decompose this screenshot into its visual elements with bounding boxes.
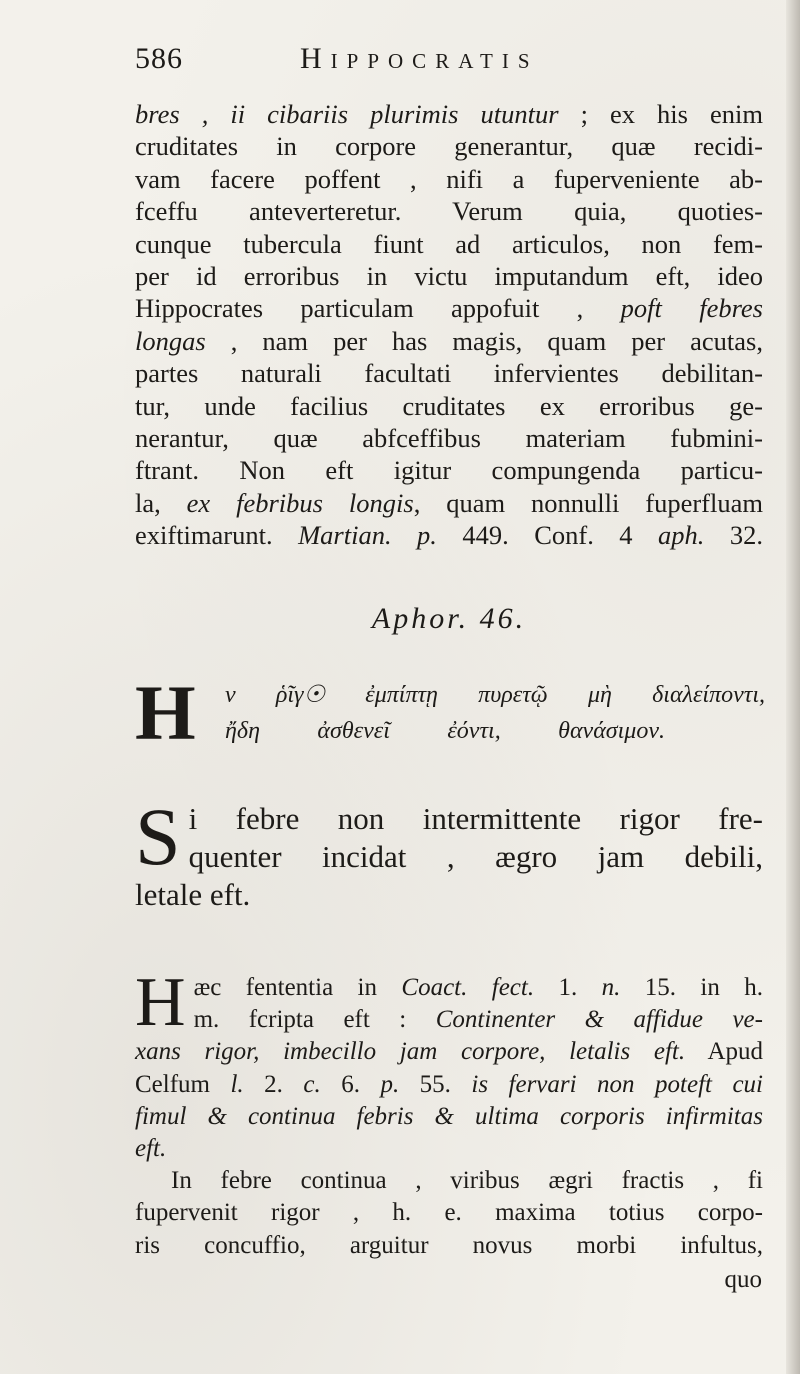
commentary-line: m. fcripta eft : Continenter & affidue ve- (193, 1006, 763, 1034)
commentary-line: xans rigor, imbecillo jam corpore, letalis eft. Apud (135, 1038, 763, 1066)
latin-line-2: quenter incidat , ægro jam debili, (188, 839, 763, 874)
text-line: ftrant. Non eft igitur compungenda particu- (135, 455, 763, 486)
latin-drop-initial: S (135, 791, 181, 882)
aphorism-heading: Aphor. 46. (371, 602, 527, 635)
text-line: vam facere poffent , nifi a fuperveniente ab- (135, 163, 763, 194)
greek-line-1: ν ῥῖγ☉ ἐμπίπτῃ πυρετῷ μὴ διαλείποντι, (225, 682, 765, 708)
latin-line-3: letale eft. (135, 877, 251, 912)
catchword: quo (724, 1266, 762, 1293)
greek-aphorism (135, 669, 765, 756)
commentary-line: æc fententia in Coact. fect. 1. n. 15. in h. (193, 974, 764, 1001)
text-line: per id erroribus in victu imputandum eft, ideo (135, 261, 763, 292)
text-line: longas , nam per has magis, quam per acutas, (135, 325, 763, 356)
latin-aphorism (135, 791, 763, 914)
text-line: tur, unde facilius cruditates ex erroribus ge- (135, 390, 763, 421)
greek-drop-initial: Η (135, 669, 196, 756)
page-header (135, 38, 765, 88)
page-number: 586 (135, 42, 183, 75)
commentary-drop-initial: H (135, 964, 186, 1041)
text-line: exiftimarunt. Martian. p. 449. Conf. 4 aph. 32. (135, 520, 763, 551)
text-line: bres , ii cibariis plurimis utuntur ; ex his enim (135, 99, 763, 129)
greek-line-2: ἤδη ἀσθενεῖ ἐόντι, θανάσιμον. (225, 718, 665, 744)
text-line: la, ex febribus longis, quam nonnulli fuperfluam (135, 487, 763, 518)
commentary-line: eft. (135, 1135, 167, 1163)
page-gutter-shadow (786, 0, 800, 1374)
text-line: fceffu anteverteretur. Verum quia, quoties- (135, 196, 763, 227)
text-line: cunque tubercula fiunt ad articulos, non fem- (135, 228, 763, 259)
latin-line-1: i febre non intermittente rigor fre- (188, 801, 763, 836)
commentary-line: fimul & continua febris & ultima corporis infirmitas (135, 1102, 763, 1130)
commentary-line: Celfum l. 2. c. 6. p. 55. is fervari non poteft cui (135, 1070, 763, 1098)
commentary-line: In febre continua , viribus ægri fractis , fi (171, 1167, 763, 1195)
text-line: partes naturali facultati infervientes debilitan- (135, 358, 763, 389)
text-line: Hippocrates particulam appofuit , poft febres (135, 293, 763, 324)
top-text-block (135, 98, 763, 552)
commentary-block (135, 964, 764, 1262)
commentary-line: fupervenit rigor , h. e. maxima totius corpo- (135, 1199, 763, 1227)
text-line: nerantur, quæ abfceffibus materiam fubmini- (135, 423, 763, 454)
commentary-line: ris concuffio, arguitur novus morbi infultus, (135, 1231, 763, 1259)
running-head: Hippocratis (300, 42, 539, 75)
text-line: cruditates in corpore generantur, quæ recidi- (135, 131, 763, 162)
